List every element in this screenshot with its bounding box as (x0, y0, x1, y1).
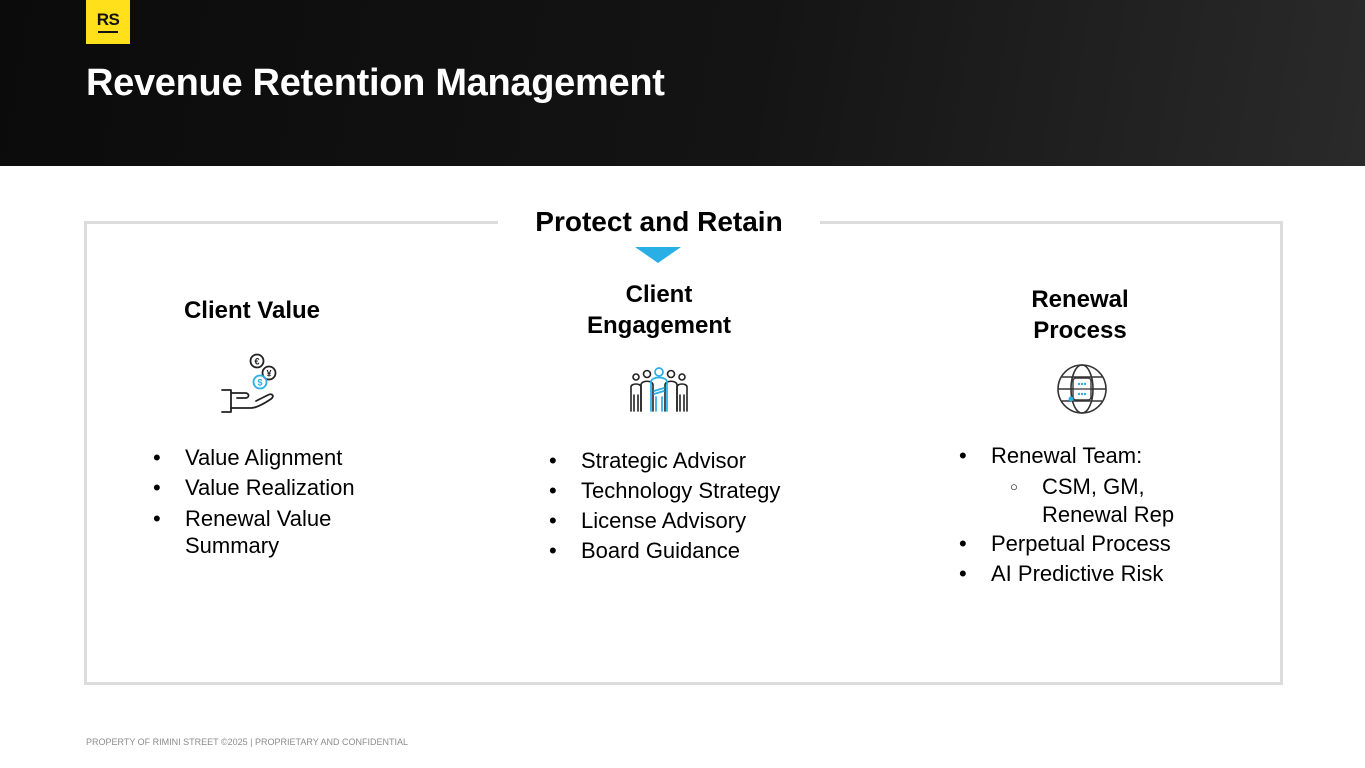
client-value-list (153, 443, 413, 559)
globe-icon (1055, 362, 1109, 416)
list-item: • Value Alignment (153, 443, 413, 473)
list-item: • Value Realization (153, 473, 413, 503)
list-item: • Technology Strategy (549, 476, 839, 506)
frame-label: Protect and Retain (535, 206, 783, 237)
list-item: • Board Guidance (549, 536, 839, 566)
logo-text: RS (96, 9, 120, 29)
column-title-client-value (152, 295, 352, 326)
svg-text:¥: ¥ (266, 368, 272, 379)
list-item: • Renewal Value (153, 505, 413, 533)
hand-coins-icon (219, 352, 285, 414)
list-item: • AI Predictive Risk (959, 559, 1219, 589)
column-title-line: Renewal (1031, 286, 1129, 313)
column-title-line: Client Value (183, 297, 321, 324)
client-engagement-list (549, 446, 839, 566)
svg-text:€: € (254, 356, 260, 367)
list-item: • Strategic Advisor (549, 446, 839, 476)
svg-text:$: $ (257, 377, 263, 388)
list-item: • License Advisory (549, 506, 839, 536)
column-title-line: Engagement (586, 312, 732, 339)
sub-list-item: ○ CSM, GM, (959, 473, 1219, 501)
list-item-continuation: Summary (185, 533, 280, 558)
renewal-process-list (959, 441, 1219, 589)
logo-underline (98, 31, 118, 33)
chevron-down-icon (635, 247, 681, 263)
list-item: • Perpetual Process (959, 529, 1219, 559)
header-banner (0, 0, 1365, 166)
rs-logo (86, 0, 130, 44)
column-title-line: Client (625, 281, 693, 308)
column-title-renewal-process (980, 284, 1180, 346)
slide-title: Revenue Retention Management (86, 62, 665, 104)
sub-list-item-continuation: Renewal Rep (1042, 502, 1175, 527)
column-title-line: Process (1033, 317, 1127, 344)
footer-text: PROPERTY OF RIMINI STREET ©2025 | PROPRIETARY AND CONFIDENTIAL (86, 737, 409, 747)
column-title-client-engagement (559, 279, 759, 341)
list-item: • Renewal Team: (959, 441, 1219, 471)
team-people-icon (627, 365, 691, 413)
